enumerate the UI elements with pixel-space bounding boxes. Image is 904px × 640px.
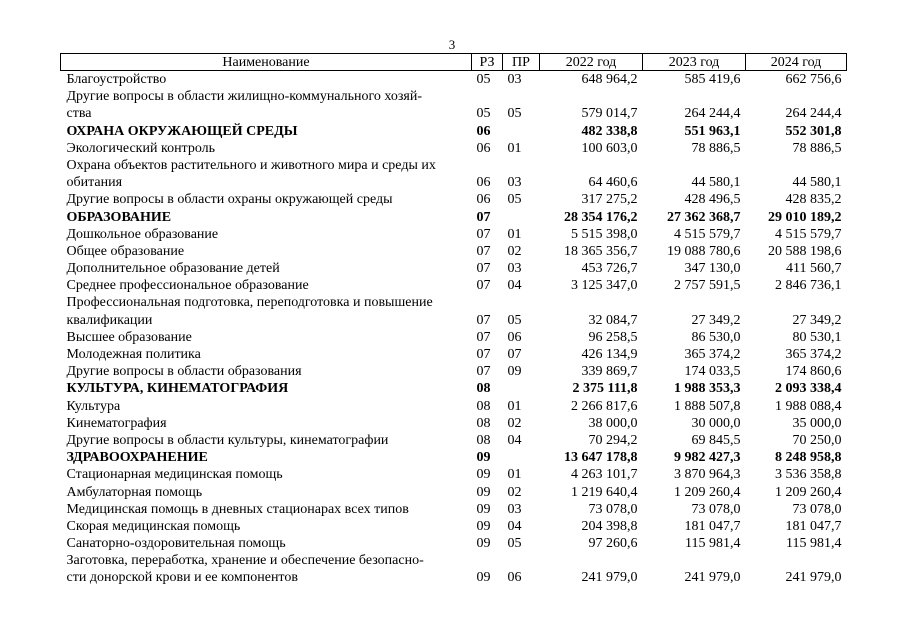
table-row-continuation	[61, 174, 847, 191]
row-value-2023: 2 757 591,5	[674, 278, 741, 294]
row-value-2024: 35 000,0	[792, 415, 842, 431]
row-value-2023: 1 209 260,4	[674, 484, 741, 500]
row-value-2023: 30 000,0	[691, 415, 741, 431]
row-rz: 09	[476, 536, 491, 552]
row-rz: 08	[476, 381, 491, 397]
row-value-2022: 4 263 101,7	[571, 467, 638, 483]
row-value-2024: 78 886,5	[792, 140, 842, 156]
header-pr: ПР	[503, 54, 540, 71]
table-row	[61, 88, 847, 105]
row-value-2024: 411 560,7	[786, 261, 842, 277]
row-value-2023: 365 374,2	[684, 347, 741, 362]
row-value-2024: 174 860,6	[785, 364, 842, 380]
row-value-2024: 27 349,2	[792, 312, 842, 328]
row-value-2022: 28 354 176,2	[564, 209, 638, 225]
table-row	[61, 260, 847, 277]
table-row	[61, 329, 847, 346]
row-value-2023: 9 982 427,3	[674, 450, 741, 466]
row-pr: 02	[507, 243, 522, 259]
table-row	[61, 484, 847, 501]
row-value-2023: 44 580,1	[691, 175, 741, 191]
row-value-2022: 579 014,7	[581, 106, 638, 122]
row-value-2024: 70 250,0	[792, 432, 842, 448]
row-value-2023: 585 419,6	[684, 72, 741, 87]
table-header-row	[61, 54, 847, 71]
header-2023: 2023 год	[643, 54, 746, 71]
row-pr: 03	[507, 261, 522, 277]
row-pr: 04	[507, 432, 522, 448]
row-name: Скорая медицинская помощь	[66, 518, 241, 534]
row-value-2023: 73 078,0	[691, 501, 741, 517]
table-row	[61, 449, 847, 466]
row-value-2024: 3 536 358,8	[775, 467, 842, 483]
row-value-2022	[540, 294, 643, 311]
row-pr: 06	[507, 329, 522, 345]
row-rz: 06	[476, 123, 491, 139]
row-value-2024: 4 515 579,7	[775, 226, 842, 242]
table-row	[61, 277, 847, 294]
row-value-2024: 80 530,1	[792, 329, 842, 345]
row-name: ства	[66, 106, 92, 122]
row-value-2024: 365 374,2	[785, 347, 842, 362]
row-value-2023: 181 047,7	[684, 518, 741, 534]
row-name: Культура	[66, 398, 121, 414]
row-value-2024	[746, 294, 847, 311]
row-value-2024: 8 248 958,8	[775, 450, 842, 466]
header-rz: РЗ	[472, 54, 503, 71]
table-row	[61, 466, 847, 483]
row-value-2023: 241 979,0	[684, 570, 741, 586]
row-name: Амбулаторная помощь	[66, 484, 203, 500]
row-rz: 05	[476, 106, 491, 122]
table-row-continuation	[61, 105, 847, 122]
row-value-2022: 339 869,7	[581, 364, 638, 380]
row-value-2023	[643, 157, 746, 174]
row-rz: 07	[476, 243, 491, 259]
row-pr: 06	[507, 570, 522, 586]
table-row-continuation	[61, 569, 847, 586]
row-pr: 05	[507, 312, 522, 328]
table-row	[61, 346, 847, 363]
row-name: Другие вопросы в области жилищно-коммунального хозяй-	[66, 89, 422, 105]
table-row	[61, 140, 847, 157]
row-value-2022: 241 979,0	[581, 570, 638, 586]
row-value-2023: 174 033,5	[684, 364, 741, 380]
row-rz: 07	[476, 261, 491, 277]
header-2022: 2022 год	[540, 54, 643, 71]
row-value-2023: 115 981,4	[685, 536, 741, 552]
row-rz: 09	[476, 484, 491, 500]
row-name: Профессиональная подготовка, переподготовка и повышение	[66, 295, 433, 311]
row-value-2023: 347 130,0	[684, 261, 741, 277]
row-pr: 05	[507, 536, 522, 552]
row-value-2022: 64 460,6	[588, 175, 638, 191]
row-value-2024	[746, 157, 847, 174]
row-rz: 07	[476, 329, 491, 345]
row-name: Дошкольное образование	[66, 226, 219, 242]
table-row	[61, 71, 847, 89]
table-row	[61, 432, 847, 449]
row-pr	[503, 209, 540, 226]
row-name: ОБРАЗОВАНИЕ	[66, 209, 172, 225]
row-value-2022: 648 964,2	[581, 72, 638, 87]
row-pr: 05	[507, 192, 522, 208]
row-value-2023: 1 988 353,3	[674, 381, 741, 397]
row-name: Другие вопросы в области культуры, кинематографии	[66, 432, 389, 448]
row-value-2024: 428 835,2	[785, 192, 842, 208]
row-rz: 09	[476, 467, 491, 483]
row-pr: 03	[507, 501, 522, 517]
row-name: Среднее профессиональное образование	[66, 278, 309, 294]
row-name: ЗДРАВООХРАНЕНИЕ	[66, 450, 208, 466]
row-name: Охрана объектов растительного и животного мира и среды их	[66, 157, 436, 173]
row-name: Санаторно-оздоровительная помощь	[66, 536, 286, 552]
row-value-2023: 19 088 780,6	[667, 243, 741, 259]
header-2024: 2024 год	[746, 54, 847, 71]
row-rz: 07	[476, 209, 491, 225]
row-pr: 01	[507, 467, 522, 483]
row-value-2023: 78 886,5	[691, 140, 741, 156]
row-value-2022: 2 266 817,6	[571, 398, 638, 414]
row-value-2022: 100 603,0	[581, 140, 638, 156]
row-pr	[503, 449, 540, 466]
row-name: обитания	[66, 175, 123, 191]
row-value-2024: 662 756,6	[785, 72, 842, 87]
row-value-2023: 86 530,0	[691, 329, 741, 345]
row-rz: 09	[476, 450, 491, 466]
row-value-2022: 38 000,0	[588, 415, 638, 431]
row-value-2023	[643, 88, 746, 105]
row-value-2022: 2 375 111,8	[572, 381, 638, 397]
row-rz: 07	[476, 312, 491, 328]
row-value-2024: 1 209 260,4	[775, 484, 842, 500]
table-row	[61, 415, 847, 432]
row-pr: 04	[507, 278, 522, 294]
row-pr	[503, 157, 540, 174]
row-value-2024: 44 580,1	[792, 175, 842, 191]
row-value-2024: 241 979,0	[785, 570, 842, 586]
table-row	[61, 380, 847, 397]
row-pr	[503, 552, 540, 569]
row-rz	[472, 552, 503, 569]
row-rz: 07	[476, 226, 491, 242]
row-value-2023: 1 888 507,8	[674, 398, 741, 414]
row-value-2024: 73 078,0	[792, 501, 842, 517]
row-value-2022: 13 647 178,8	[564, 450, 638, 466]
row-pr	[503, 380, 540, 397]
row-name: Экологический контроль	[66, 140, 216, 156]
row-value-2022: 5 515 398,0	[571, 226, 638, 242]
row-value-2022: 32 084,7	[588, 312, 638, 328]
table-row	[61, 226, 847, 243]
table-body	[61, 71, 847, 587]
row-rz: 08	[476, 398, 491, 414]
row-rz: 07	[476, 347, 491, 362]
table-row	[61, 552, 847, 569]
row-rz: 07	[476, 364, 491, 380]
row-rz: 05	[476, 72, 491, 87]
row-value-2023: 69 845,5	[691, 432, 741, 448]
row-value-2024: 181 047,7	[785, 518, 842, 534]
row-value-2023	[643, 552, 746, 569]
row-value-2022: 426 134,9	[581, 347, 638, 362]
row-value-2024: 264 244,4	[785, 106, 842, 122]
row-name: Кинематография	[66, 415, 167, 431]
budget-table	[60, 53, 847, 587]
page-number: 3	[448, 37, 456, 52]
row-value-2022: 96 258,5	[588, 329, 638, 345]
table-row	[61, 123, 847, 140]
row-rz	[472, 294, 503, 311]
row-value-2022: 1 219 640,4	[571, 484, 638, 500]
row-value-2023	[643, 294, 746, 311]
table-row	[61, 157, 847, 174]
row-name: Другие вопросы в области образования	[66, 364, 302, 380]
row-value-2024: 552 301,8	[785, 123, 842, 139]
row-pr: 02	[507, 415, 522, 431]
row-rz	[472, 157, 503, 174]
row-value-2022	[540, 88, 643, 105]
row-rz: 09	[476, 518, 491, 534]
row-value-2022: 204 398,8	[581, 518, 638, 534]
row-value-2024	[746, 88, 847, 105]
row-pr: 09	[507, 364, 522, 380]
row-pr	[503, 123, 540, 140]
row-name: Дополнительное образование детей	[66, 261, 280, 277]
row-value-2023: 428 496,5	[684, 192, 741, 208]
row-pr	[503, 294, 540, 311]
row-value-2024: 29 010 189,2	[768, 209, 842, 225]
row-pr: 01	[507, 226, 522, 242]
header-name: Наименование	[61, 54, 472, 71]
row-value-2024: 2 093 338,4	[775, 381, 842, 397]
row-value-2023: 551 963,1	[684, 123, 741, 139]
row-pr: 01	[507, 398, 522, 414]
row-name: Благоустройство	[66, 72, 167, 87]
row-value-2022: 3 125 347,0	[571, 278, 638, 294]
row-value-2024	[746, 552, 847, 569]
row-name: квалификации	[66, 312, 153, 328]
row-name: КУЛЬТУРА, КИНЕМАТОГРАФИЯ	[66, 381, 289, 397]
row-pr: 03	[507, 175, 522, 191]
row-rz: 07	[476, 278, 491, 294]
row-name: Молодежная политика	[66, 347, 201, 362]
row-value-2022: 317 275,2	[581, 192, 638, 208]
row-pr	[503, 88, 540, 105]
row-name: Высшее образование	[66, 329, 192, 345]
row-rz: 06	[476, 175, 491, 191]
row-value-2022: 18 365 356,7	[564, 243, 638, 259]
row-value-2024: 2 846 736,1	[775, 278, 842, 294]
row-pr: 05	[507, 106, 522, 122]
row-rz: 09	[476, 570, 491, 586]
row-value-2022: 482 338,8	[581, 123, 638, 139]
table-row-continuation	[61, 312, 847, 329]
row-pr: 07	[507, 347, 522, 362]
row-value-2023: 27 362 368,7	[667, 209, 741, 225]
row-value-2023: 3 870 964,3	[674, 467, 741, 483]
table-row	[61, 209, 847, 226]
row-rz: 09	[476, 501, 491, 517]
row-name: Стационарная медицинская помощь	[66, 467, 283, 483]
row-value-2023: 27 349,2	[691, 312, 741, 328]
row-value-2023: 4 515 579,7	[674, 226, 741, 242]
table-row	[61, 398, 847, 415]
table-row	[61, 363, 847, 380]
table-row	[61, 191, 847, 208]
table-row	[61, 501, 847, 518]
row-value-2022: 73 078,0	[588, 501, 638, 517]
row-value-2024: 1 988 088,4	[775, 398, 842, 414]
row-pr: 01	[507, 140, 522, 156]
row-name: сти донорской крови и ее компонентов	[66, 570, 298, 586]
row-rz	[472, 88, 503, 105]
row-pr: 04	[507, 518, 522, 534]
row-value-2022	[540, 157, 643, 174]
row-rz: 06	[476, 140, 491, 156]
row-value-2022: 453 726,7	[581, 261, 638, 277]
row-value-2023: 264 244,4	[684, 106, 741, 122]
row-name: ОХРАНА ОКРУЖАЮЩЕЙ СРЕДЫ	[66, 123, 298, 139]
row-pr: 02	[507, 484, 522, 500]
table-row	[61, 518, 847, 535]
row-pr: 03	[507, 72, 522, 87]
row-name: Заготовка, переработка, хранение и обеспечение безопасно-	[66, 553, 424, 569]
row-value-2024: 115 981,4	[786, 536, 842, 552]
table-row	[61, 294, 847, 311]
table-row	[61, 535, 847, 552]
row-name: Другие вопросы в области охраны окружающей среды	[66, 192, 393, 208]
table-row	[61, 243, 847, 260]
row-rz: 08	[476, 432, 491, 448]
row-value-2022	[540, 552, 643, 569]
row-name: Медицинская помощь в дневных стационарах всех типов	[66, 501, 409, 517]
row-name: Общее образование	[66, 243, 185, 259]
row-value-2022: 97 260,6	[588, 536, 638, 552]
row-rz: 06	[476, 192, 491, 208]
row-value-2022: 70 294,2	[588, 432, 638, 448]
row-value-2024: 20 588 198,6	[768, 243, 842, 259]
row-rz: 08	[476, 415, 491, 431]
